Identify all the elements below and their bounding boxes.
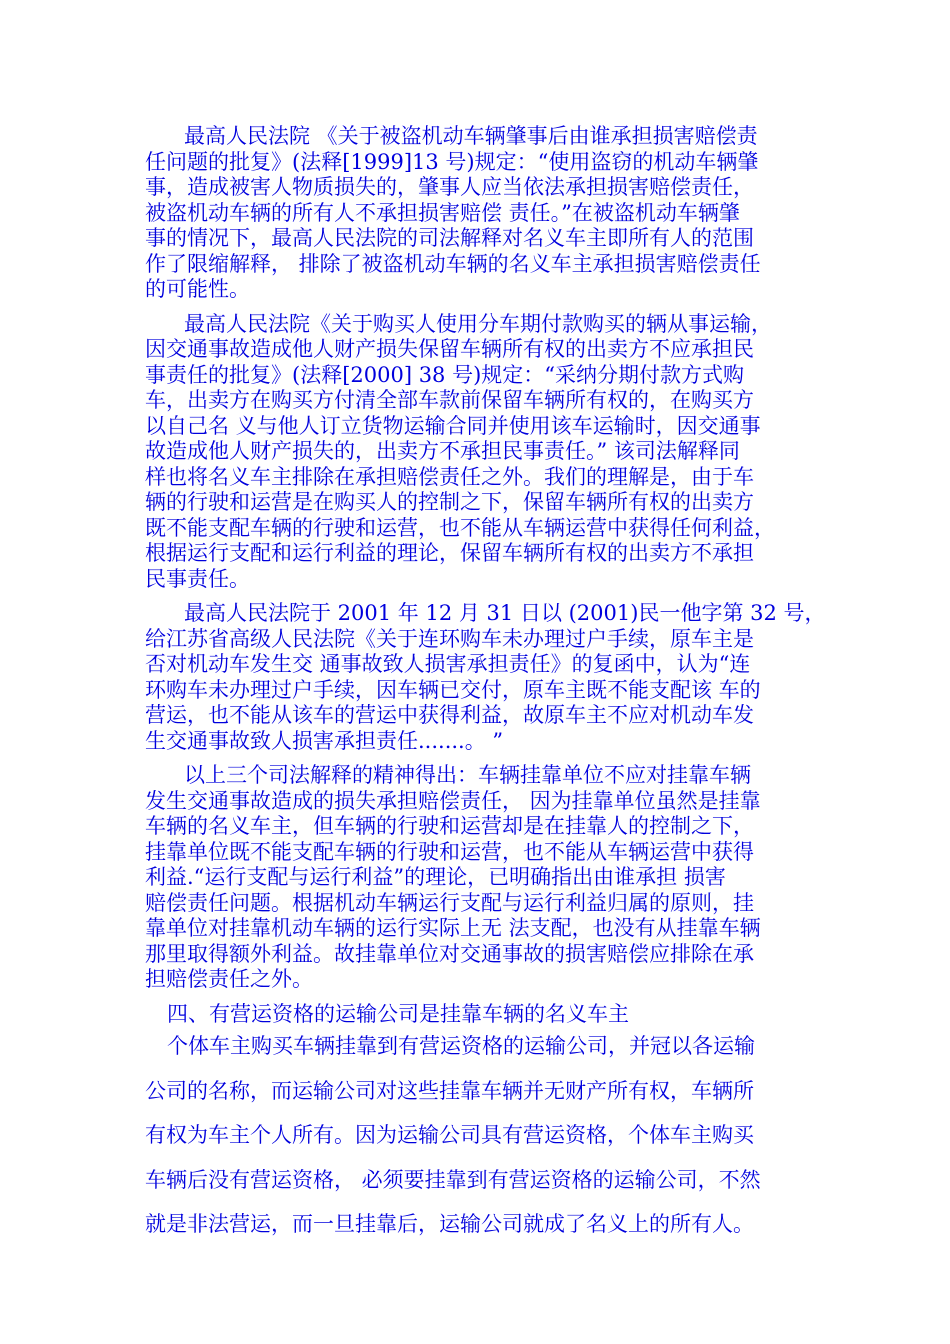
text-line: 事的情况下，最高人民法院的司法解释对名义车主即所有人的范围 [145, 226, 754, 250]
text-line: 既不能支配车辆的行驶和运营，也不能从车辆运营中获得任何利益， [145, 515, 775, 540]
text-line: 就是非法营运，而一旦挂靠后，运输公司就成了名义上的所有人。 [145, 1212, 754, 1236]
text-line: 挂靠单位既不能支配车辆的行驶和运营，也不能从车辆运营中获得 [145, 839, 754, 864]
text-line: 给江苏省高级人民法院《关于连环购车未办理过户手续，原车主是 [145, 626, 754, 651]
text-line: 因交通事故造成他人财产损失保留车辆所有权的出卖方不应承担民 [145, 337, 754, 361]
text-line: 任问题的批复》(法释[1999]13 号)规定：“使用盗窃的机动车辆肇 [145, 149, 759, 174]
text-line: 利益.“运行支配与运行利益”的理论，已明确指出由谁承担 损害 [145, 865, 726, 889]
text-line: 民事责任。 [145, 566, 250, 591]
text-line: 根据运行支配和运行利益的理论，保留车辆所有权的出卖方不承担 [145, 541, 754, 565]
text-line: 有权为车主个人所有。因为运输公司具有营运资格，个体车主购买 [145, 1123, 754, 1147]
text-line: 公司的名称，而运输公司对这些挂靠车辆并无财产所有权，车辆所 [145, 1078, 754, 1103]
text-line: 发生交通事故造成的损失承担赔偿责任， 因为挂靠单位虽然是挂靠 [145, 788, 761, 813]
text-line: 事，造成被害人物质损失的，肇事人应当依法承担损害赔偿责任， [145, 175, 754, 199]
text-line: 生交通事故致人损害承担责任.......。 ” [145, 728, 504, 753]
text-line: 否对机动车发生交 通事故致人损害承担责任》的复函中，认为“连 [145, 652, 751, 676]
text-line: 以上三个司法解释的精神得出：车辆挂靠单位不应对挂靠车辆 [184, 763, 751, 787]
text-line: 最高人民法院《关于购买人使用分车期付款购买的辆从事运输， [184, 311, 772, 336]
text-line: 样也将名义车主排除在承担赔偿责任之外。我们的理解是，由于车 [145, 464, 754, 489]
text-line: 赔偿责任问题。根据机动车辆运行支配与运行利益归属的原则，挂 [145, 890, 754, 915]
text-line: 车，出卖方在购买方付清全部车款前保留车辆所有权的，在购买方 [145, 388, 754, 412]
paragraph-3 [145, 601, 825, 754]
section-heading: 四、有营运资格的运输公司是挂靠车辆的名义车主 [167, 1001, 629, 1026]
text-line: 的可能性。 [145, 277, 250, 301]
text-line: 作了限缩解释， 排除了被盗机动车辆的名义车主承担损害赔偿责任 [145, 251, 761, 276]
text-line: 营运，也不能从该车的营运中获得利益，故原车主不应对机动车发 [145, 703, 754, 727]
paragraph-1 [145, 124, 825, 303]
text-line: 事责任的批复》(法释[2000] 38 号)规定：“采纳分期付款方式购 [145, 362, 745, 387]
document-body [145, 124, 825, 1027]
text-line: 被盗机动车辆的所有人不承担损害赔偿 责任。”在被盗机动车辆肇 [145, 200, 740, 225]
text-line: 担赔偿责任之外。 [145, 967, 313, 991]
text-line: 故造成他人财产损失的，出卖方不承担民事责任。” 该司法解释同 [145, 439, 740, 463]
text-line: 最高人民法院于 2001 年 12 月 31 日以 (2001)民一他字第 32 号， [184, 601, 826, 625]
text-line: 辆的行驶和运营是在购买人的控制之下，保留车辆所有权的出卖方 [145, 490, 754, 514]
paragraph-5 [145, 1024, 825, 1247]
text-line: 靠单位对挂靠机动车辆的运行实际上无 法支配，也没有从挂靠车辆 [145, 916, 761, 940]
text-line: 车辆的名义车主，但车辆的行驶和运营却是在挂靠人的控制之下， [145, 814, 754, 838]
paragraph-2 [145, 312, 825, 593]
text-line: 车辆后没有营运资格， 必须要挂靠到有营运资格的运输公司，不然 [145, 1167, 761, 1192]
text-line: 以自己名 义与他人订立货物运输合同并使用该车运输时，因交通事 [145, 413, 761, 438]
text-line: 个体车主购买车辆挂靠到有营运资格的运输公司，并冠以各运输 [167, 1034, 755, 1058]
text-line: 那里取得额外利益。故挂靠单位对交通事故的损害赔偿应排除在承 [145, 941, 754, 966]
text-line: 最高人民法院 《关于被盗机动车辆肇事后由谁承担损害赔偿责 [184, 124, 758, 148]
text-line: 环购车未办理过户手续，因车辆已交付，原车主既不能支配该 车的 [145, 677, 761, 702]
paragraph-4 [145, 763, 825, 993]
